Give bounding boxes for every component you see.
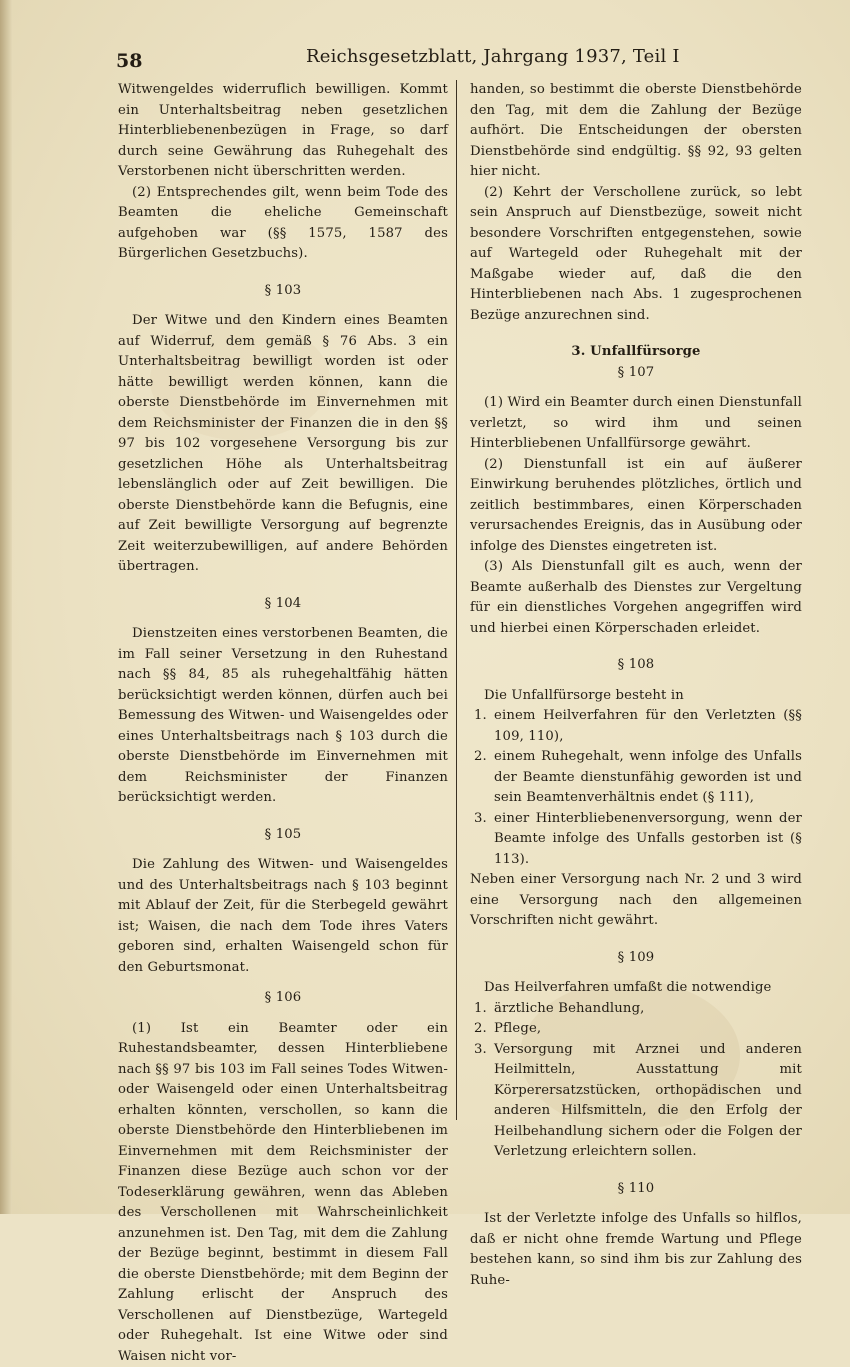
subsection-heading: 3. Unfallfürsorge bbox=[470, 342, 802, 363]
paragraph-continued: Witwengeldes widerruflich bewilligen. Kommt ein Unterhaltsbeitrag neben gesetzlichen Hinterbliebenenbezügen in Frage, so darf durch seine Gewährung das Ruhegehalt des Verstorbenen nicht überschritten werden. bbox=[118, 80, 448, 183]
page-number: 58 bbox=[116, 50, 142, 72]
paragraph-105: Die Zahlung des Witwen- und Waisengeldes und des Unterhaltsbeitrags nach § 103 beginnt mit Ablauf der Zeit, für die Sterbegeld gewährt ist; Waisen, die nach dem Tode ihres Vaters geboren sind, erhalten Waisengeld schon für den Geburtsmonat. bbox=[118, 855, 448, 978]
paragraph-102-2: (2) Entsprechendes gilt, wenn beim Tode des Beamten die eheliche Gemeinschaft aufgehoben war (§§ 1575, 1587 des Bürgerlichen Gesetzbuchs). bbox=[118, 183, 448, 265]
paragraph-106-2: (2) Kehrt der Verschollene zurück, so lebt sein Anspruch auf Dienstbezüge, soweit nicht besondere Vorschriften entgegenstehen, sowie auf Wartegeld oder Ruhegehalt mit der Maßgabe wieder auf, daß die den Hinterbliebenen nach Abs. 1 zugesprochenen Bezüge anzurechnen sind. bbox=[470, 183, 802, 327]
list-109 bbox=[470, 999, 802, 1163]
list-item: 1. ärztliche Behandlung, bbox=[470, 999, 802, 1020]
section-heading-110: § 110 bbox=[470, 1179, 802, 1200]
section-heading-104: § 104 bbox=[118, 594, 448, 615]
page-edge-shadow bbox=[0, 0, 12, 1214]
section-heading-106: § 106 bbox=[118, 988, 448, 1009]
list-item: 2. Pflege, bbox=[470, 1019, 802, 1040]
paragraph-continued: handen, so bestimmt die oberste Dienstbehörde den Tag, mit dem die Zahlung der Bezüge aufhört. Die Entscheidungen der obersten Dienstbehörde sind endgültig. §§ 92, 93 gelten hier nicht. bbox=[470, 80, 802, 183]
section-heading-103: § 103 bbox=[118, 281, 448, 302]
paragraph-108-intro: Die Unfallfürsorge besteht in bbox=[470, 686, 802, 707]
list-item: 3. einer Hinterbliebenenversorgung, wenn der Beamte infolge des Unfalls gestorben ist (§ 113). bbox=[470, 809, 802, 871]
paragraph-110: Ist der Verletzte infolge des Unfalls so hilflos, daß er nicht ohne fremde Wartung und Pflege bestehen kann, so sind ihm bis zur Zahlung des Ruhe- bbox=[470, 1209, 802, 1291]
paragraph-107-1: (1) Wird ein Beamter durch einen Dienstunfall verletzt, so wird ihm und seinen Hinterbliebenen Unfallfürsorge gewährt. bbox=[470, 393, 802, 455]
paragraph-108-end: Neben einer Versorgung nach Nr. 2 und 3 wird eine Versorgung nach den allgemeinen Vorschriften nicht gewährt. bbox=[470, 870, 802, 932]
list-108 bbox=[470, 706, 802, 870]
paragraph-106-1: (1) Ist ein Beamter oder ein Ruhestandsbeamter, dessen Hinterbliebene nach §§ 97 bis 103 im Fall seines Todes Witwen- oder Waisengeld oder einen Unterhaltsbeitrag erhalten könnten, verschollen, so kann die oberste Dienstbehörde den Hinterbliebenen im Einvernehmen mit dem Reichsminister der Finanzen diese Bezüge auch schon vor der Todeserklärung gewähren, wenn das Ableben des Verschollenen mit Wahrscheinlichkeit anzunehmen ist. Den Tag, mit dem die Zahlung der Bezüge beginnt, bestimmt in diesem Fall die oberste Dienstbehörde; mit dem Beginn der Zahlung erlischt der Anspruch des Verschollenen auf Dienstbezüge, Wartegeld oder Ruhegehalt. Ist eine Witwe oder sind Waisen nicht vor- bbox=[118, 1019, 448, 1367]
right-column bbox=[470, 80, 802, 1291]
list-item: 1. einem Heilverfahren für den Verletzten (§§ 109, 110), bbox=[470, 706, 802, 747]
list-item: 3. Versorgung mit Arznei und anderen Heilmitteln, Ausstattung mit Körperersatzstücken, orthopädischen und anderen Hilfsmitteln, die den Erfolg der Heilbehandlung sichern oder die Folgen der Verletzung erleichtern sollen. bbox=[470, 1040, 802, 1163]
paragraph-109-intro: Das Heilverfahren umfaßt die notwendige bbox=[470, 978, 802, 999]
paragraph-107-3: (3) Als Dienstunfall gilt es auch, wenn der Beamte außerhalb des Dienstes zur Vergeltung für ein dienstliches Vorgehen angegriffen wird und hierbei einen Körperschaden erleidet. bbox=[470, 557, 802, 639]
section-heading-109: § 109 bbox=[470, 948, 802, 969]
list-item: 2. einem Ruhegehalt, wenn infolge des Unfalls der Beamte dienstunfähig geworden ist und sein Beamtenverhältnis endet (§ 111), bbox=[470, 747, 802, 809]
paragraph-103: Der Witwe und den Kindern eines Beamten auf Widerruf, dem gemäß § 76 Abs. 3 ein Unterhaltsbeitrag bewilligt worden ist oder hätte bewilligt werden können, kann die oberste Dienstbehörde im Einvernehmen mit dem Reichsminister der Finanzen die in den §§ 97 bis 102 vorgesehene Versorgung bis zur gesetzlichen Höhe als Unterhaltsbeitrag lebenslänglich oder auf Zeit bewilligen. Die oberste Dienstbehörde kann die Befugnis, eine auf Zeit bewilligte Versorgung auf begrenzte Zeit weiterzubewilligen, auf andere Behörden übertragen. bbox=[118, 311, 448, 578]
section-heading-108: § 108 bbox=[470, 655, 802, 676]
running-title: Reichsgesetzblatt, Jahrgang 1937, Teil I bbox=[306, 46, 626, 67]
section-heading-107: § 107 bbox=[470, 363, 802, 384]
paragraph-107-2: (2) Dienstunfall ist ein auf äußerer Einwirkung beruhendes plötzliches, örtlich und zeitlich bestimmbares, einen Körperschaden verursachendes Ereignis, das in Ausübung oder infolge des Dienstes eingetreten ist. bbox=[470, 455, 802, 558]
section-heading-105: § 105 bbox=[118, 825, 448, 846]
paragraph-104: Dienstzeiten eines verstorbenen Beamten, die im Fall seiner Versetzung in den Ruhestand nach §§ 84, 85 als ruhegehaltfähig hätten berücksichtigt werden können, dürfen auch bei Bemessung des Witwen- und Waisengeldes oder eines Unterhaltsbeitrags nach § 103 durch die oberste Dienstbehörde im Einvernehmen mit dem Reichsminister der Finanzen berücksichtigt werden. bbox=[118, 624, 448, 809]
left-column bbox=[118, 80, 448, 1367]
column-divider bbox=[456, 80, 457, 1120]
